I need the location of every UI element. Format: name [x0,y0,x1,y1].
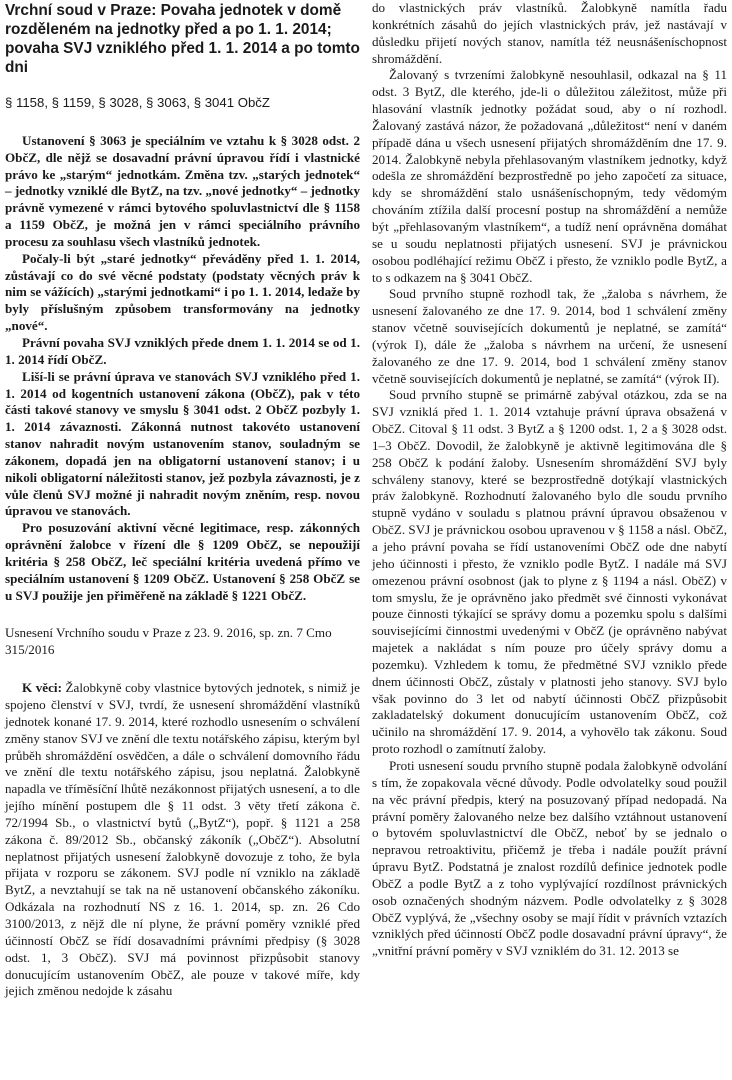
body-paragraph: Žalovaný s tvrzeními žalobkyně nesouhlasil, odkazal na § 11 odst. 3 BytZ, dle kterého, jde-li o důležitou záležitost, může při hlasování vlastník jednotky požádat soud, aby o ní rozhodl. Žalovaný zastává názor, že požadovaná „důležitost“ není v daném případě dána u všech usnesení přijatých shromážděním dne 17. 9. 2014. Žalobkyně nebyla přehlasovaným vlastníkem jednotky, když odešla ze shromáždění bezprostředně po jeho započetí za situace, kdy se shromáždění stalo usnášeníschopným, tedy vědomým chováním ztížila další procesní postup na shromáždění a nemůže být „přehlasovaným vlastníkem“, a tudíž není oprávněna domáhat se u soudu neplatnosti přijatých usnesení. SVJ je právnickou osobou podléhající režimu ObčZ i přesto, že vzniklo podle BytZ, a to s odkazem na § 3041 ObčZ. [372,67,727,285]
body-paragraph: do vlastnických práv vlastníků. Žalobkyně namítla řadu konkrétních zásahů do jejích vlastnických práv, jež nastávají v důsledku přijetí nových stanov, namítla též neusnášeníschopnost shromáždění. [372,0,727,66]
headnote-paragraph: Pro posuzování aktivní věcné legitimace, resp. zákonných oprávnění žalobce v řízení dle § 1209 ObčZ, se nepoužijí kritéria § 258 ObčZ, leč speciální kritéria uvedená přímo ve speciálním ustanovení § 1209 ObčZ. Ustanovení § 258 ObčZ se u SVJ použije jen přiměřeně na základě § 1221 ObčZ. [5,520,360,603]
body-paragraph [5,680,360,1000]
headnote-paragraph: Liší-li se právní úprava ve stanovách SVJ vzniklého před 1. 1. 2014 od kogentních ustanovení zákona (ObčZ), pak v této části takové stanovy ve smyslu § 3041 odst. 2 ObčZ pozbyly 1. 1. 2014 závaznosti. Zákonná nutnost takovéto ustanovení stanov nahradit novým ustanovením stanov, souladným se zákonem, dopadá jen na obligatorní ustanovení stanov; i u nikoli obligatorní náležitosti stanov, jež pozbyla závaznosti, je z vůle členů SVJ možné ji nahradit novým zněním, resp. novou úpravou ve stanovách. [5,368,360,519]
headnote-paragraph: Ustanovení § 3063 je speciálním ve vztahu k § 3028 odst. 2 ObčZ, dle nějž se dosavadní právní úpravou řídí i vlastnické právo ke „starým“ jednotkám. Změna tzv. „starých jednotek“ – jednotky vzniklé dle BytZ, na tzv. „nové jednotky“ – jednotky právně vymezené v rámci bytového spoluvlastnictví dle § 1158 a 1159 ObčZ, je možná jen v rámci speciálního právního procesu za souhlasu všech vlastníků jednotek. [5,132,361,249]
statute-references: § 1158, § 1159, § 3028, § 3063, § 3041 ObčZ [5,95,270,110]
court-citation: Usnesení Vrchního soudu v Praze z 23. 9. 2016, sp. zn. 7 Cmo 315/2016 [5,625,332,658]
left-column [5,0,360,1000]
body-paragraph: Soud prvního stupně rozhodl tak, že „žaloba s návrhem, že usnesení žalovaného ze dne 17. 9. 2014, bod 1 schválení změny stanov včetně souvisejících dokumentů je neplatné, se zamítá“ (výrok I), dále že „žaloba s návrhem na určení, že usnesení žalovaného ze dne 17. 9. 2014, bod 1 schválení změny stanov včetně souvisejících dokumentů je neplatné, se zamítá“ (výrok II). [372,286,727,386]
headnote-paragraph: Právní povaha SVJ vzniklých přede dnem 1. 1. 2014 se od 1. 1. 2014 řídí ObčZ. [5,334,360,367]
body-paragraph: Soud prvního stupně se primárně zabýval otázkou, zda se na SVJ vzniklá před 1. 1. 2014 vztahuje právní úprava obsažená v ObčZ. Citoval § 11 odst. 3 BytZ a § 1200 odst. 1, 2 a § 3028 odst. 1–3 ObčZ. Dovodil, že žalobkyně je aktivně legitimována dle § 258 ObčZ k podání žaloby. Usnesením shromáždění SVJ byly schváleny stanovy, které se bezprostředně dotýkají vlastnických práv žalobkyně. Rozhodnutí žalovaného bylo dle soudu prvního stupně vydáno v souladu s platnou právní úpravou obsaženou v ObčZ. SVJ je právnickou osobou upravenou v § 1158 a násl. ObčZ, a jeho právní povaha se řídí ustanoveními ObčZ ode dne nabytí jeho účinnosti i přesto, že vzniklo podle BytZ. I nadále má SVJ omezenou právní osobnost (jak to plyne z § 1194 a násl. ObčZ) v tom smyslu, že je oprávněno jako předmět své činnosti vykonávat pouze činnosti týkající se správy domu a pozemku spolu s dalšími souvisejícími činnostmi uvedenými v ObčZ (je oprávněno nabývat majetek a nakládat s ním pouze pro účely správy domu a pozemku). Vzhledem k tomu, že předmětné SVJ vzniklo přede dnem účinnosti ObčZ, zůstaly v platnosti jeho stanovy. SVJ bylo však povinno do 3 let od nabytí účinnosti ObčZ přizpůsobit zakladatelský dokument donucujícím ustanovením ObčZ, což učinilo na shromáždění 17. 9. 2014, a vyhovělo tak zákonu. Soud proto rozhodl o zamítnutí žaloby. [372,387,727,757]
body-paragraph: Proti usnesení soudu prvního stupně podala žalobkyně odvolání s tím, že zopakovala věcné důvody. Podle odvolatelky soud použil na věc právní předpis, který na posuzovaný případ nedopadá. Na právní poměry žalovaného nelze bez dalšího vztáhnout ustanovení o bytovém spoluvlastnictví dle ObčZ, neboť by se jednalo o nepravou retroaktivitu, přičemž je třeba i nadále použít právní úpravu BytZ. Podstatná je znalost rozdílů definice jednotek podle ObčZ a podle BytZ a z toho vyplývající rozdílnost právnických osob označených shodným názvem. Podle odvolatelky z § 3028 ObčZ vyplývá, že „všechny osoby se mají řídit v právních vztazích vzniklých před účinností ObčZ podle dosavadní právní úpravy“, že „vnitřní právní poměry v SVJ vzniklém do 31. 12. 2013 se [372,757,727,959]
body-lead-label: K věci: [22,680,62,696]
right-column [372,0,727,960]
body-paragraph-text: Žalobkyně coby vlastnice bytových jednotek, s nimiž je spojeno členství v SVJ, tvrdí, že usnesení shromáždění vlastníků jednotek konané 17. 9. 2014, které rozhodlo usnesením o schválení změny stanov SVJ ve znění dle textu notářského zápisu, kterým byl průběh shromáždění osvědčen, a dále o schválení domovního řádu ve znění dle textu notářského zápisu, jsou neplatná. Žalobkyně napadla ve tříměsíční lhůtě nezákonnost přijatých usnesení, a to dle jejího mínění postupem dle § 11 odst. 3 věty třetí zákona č. 72/1994 Sb., o vlastnictví bytů („BytZ“), popř. § 1121 a 258 zákona č. 89/2012 Sb., občanský zákoník („ObčZ“). Absolutní neplatnost přijatých usnesení žalobkyně dovozuje z toho, že byla přijata v rozporu se zákonem. SVJ podle ní vzniklo na základě BytZ, a nevztahují se tak na ně ustanovení občanského zákoníku. Odkázala na rozhodnutí NS z 16. 1. 2014, sp. zn. 26 Cdo 3100/2013, z nějž dle ní plyne, že právní poměry vzniklé před účinností ObčZ se řídí dosavadními právními předpisy (§ 3028 odst. 1, 3 ObčZ). SVJ má povinnost přizpůsobit stanovy donucujícím ustanovením ObčZ, ale pouze v takové míře, kdy jejich změnou nedojde k zásahu [5,680,360,999]
article-title: Vrchní soud v Praze: Povaha jednotek v domě rozděleném na jednotky před a po 1. 1. 2014; povaha SVJ vzniklého před 1. 1. 2014 a po tomto dni [5,2,360,76]
headnote-paragraph: Počaly-li být „staré jednotky“ převáděny před 1. 1. 2014, zůstávají co do své věcné podstaty (podstaty věcných práv k nim se vážících) „starými jednotkami“ i po 1. 1. 2014, ledaže by byly příslušným způsobem transformovány na jednotky „nové“. [5,250,360,334]
